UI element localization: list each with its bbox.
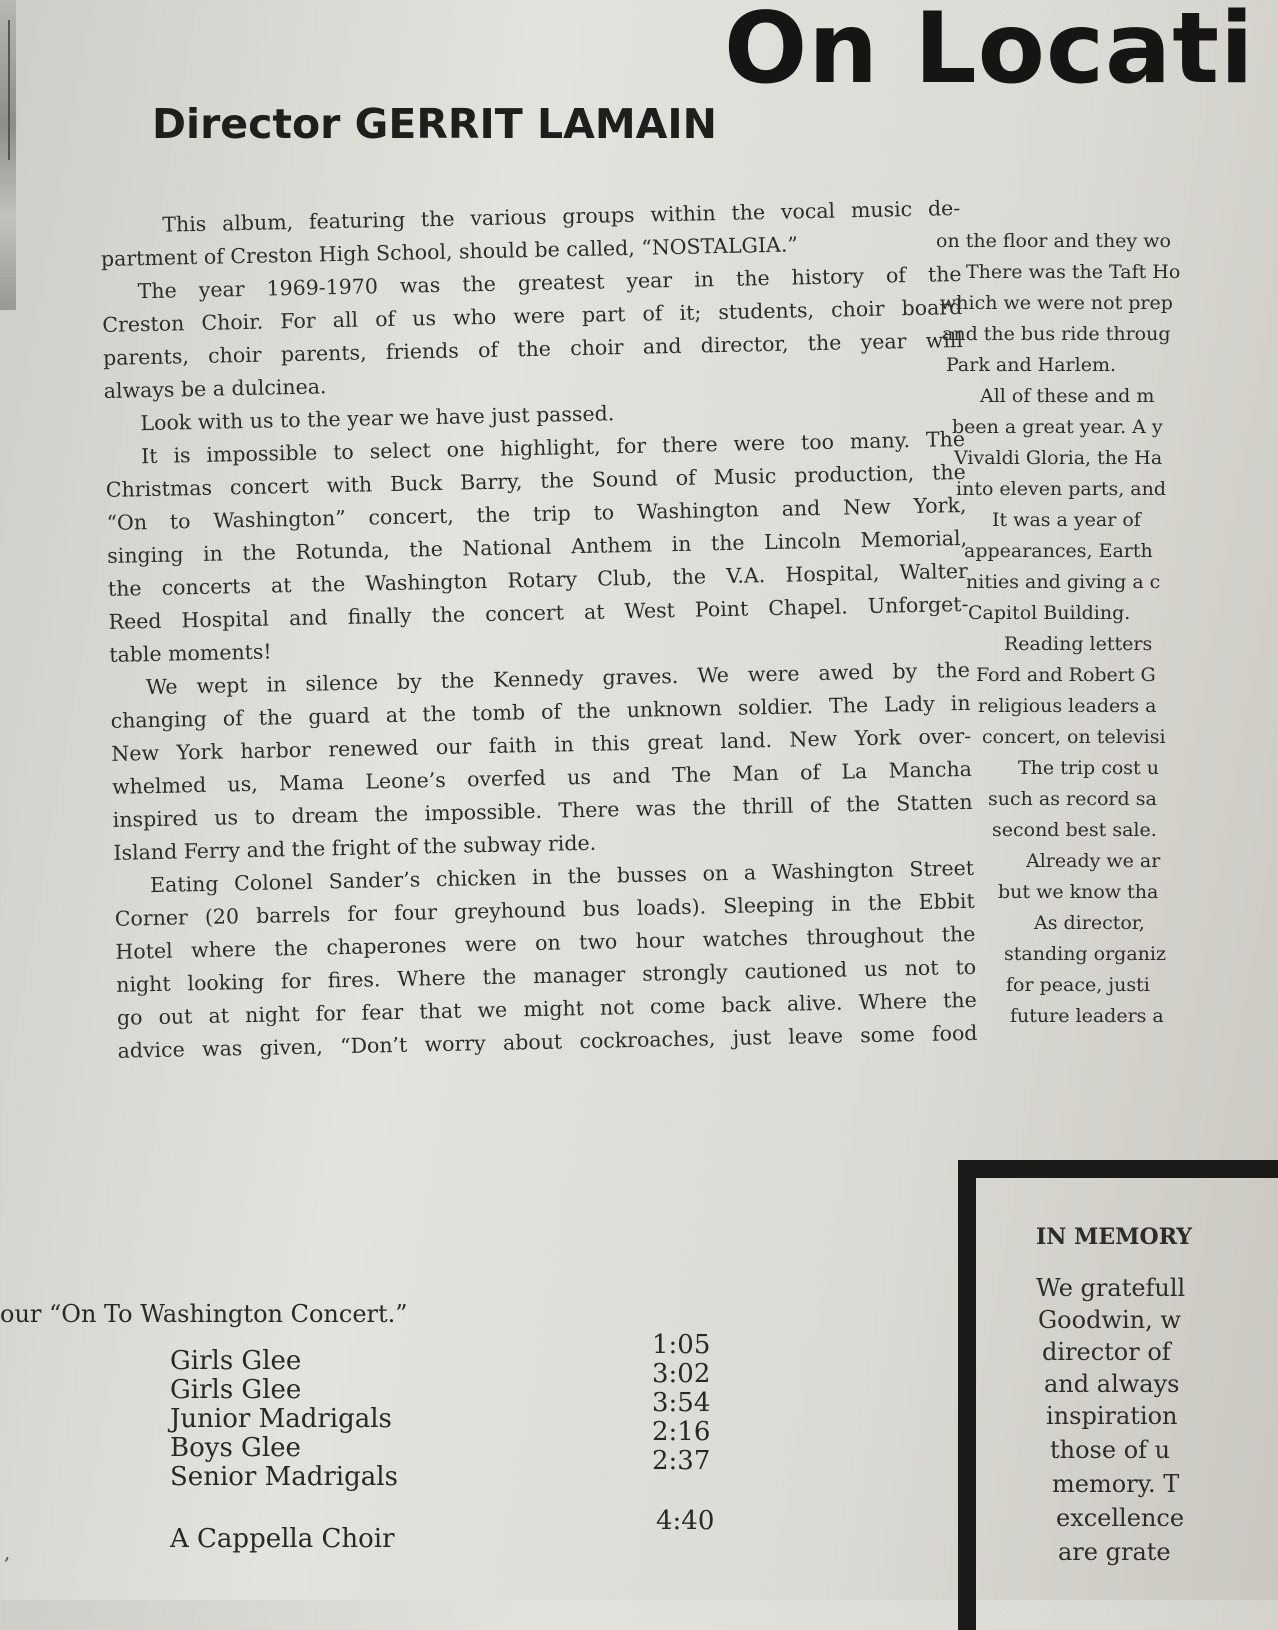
- program-duration: 4:40: [656, 1506, 715, 1536]
- text-line: Reading letters: [1004, 633, 1153, 655]
- text-line: Island Ferry and the fright of the subway ride.: [113, 830, 597, 865]
- text-line: Eating Colonel Sander’s chicken in the busses on a Washington Street: [149, 855, 975, 898]
- text-line: “On to Washington” concert, the trip to Washington and New York,: [106, 492, 967, 535]
- memorial-line: Goodwin, w: [1038, 1306, 1181, 1334]
- text-line: always be a dulcinea.: [103, 374, 327, 403]
- program-group: Girls Glee: [170, 1346, 302, 1376]
- program-duration: 3:54: [652, 1388, 711, 1418]
- text-line: religious leaders a: [978, 695, 1157, 717]
- text-line: It is impossible to select one highlight, for there were too many. The: [140, 426, 966, 469]
- program-duration: 2:16: [652, 1417, 711, 1447]
- memorial-line: excellence: [1056, 1504, 1185, 1532]
- text-line: Creston Choir. For all of us who were part of it; students, choir board: [102, 294, 963, 337]
- text-line: go out at night for fear that we might not come back alive. Where the: [116, 987, 977, 1030]
- stray-mark: ,: [4, 1540, 11, 1564]
- program-group: Junior Madrigals: [170, 1404, 392, 1434]
- director-heading: Director GERRIT LAMAIN: [152, 100, 717, 148]
- memorial-line: those of u: [1050, 1436, 1171, 1464]
- text-line: There was the Taft Ho: [966, 261, 1181, 283]
- text-line: advice was given, “Don’t worry about cockroaches, just leave some food: [117, 1020, 978, 1063]
- text-line: The trip cost u: [1018, 757, 1159, 779]
- second-column: [936, 226, 1236, 1032]
- text-line: singing in the Rotunda, the National Anthem in the Lincoln Memorial,: [106, 525, 968, 568]
- text-line: night looking for fires. Where the manager strongly cautioned us not to: [115, 954, 977, 997]
- text-line: Look with us to the year we have just passed.: [140, 401, 615, 436]
- article-body: [100, 192, 978, 1068]
- text-line: New York harbor renewed our faith in this great land. New York over-: [111, 723, 972, 766]
- text-line: Hotel where the chaperones were on two hour watches throughout the: [115, 921, 976, 964]
- memorial-line: and always: [1044, 1370, 1180, 1398]
- text-line: Christmas concert with Buck Barry, the Sound of Music production, the: [105, 459, 966, 502]
- text-line: Capitol Building.: [968, 602, 1131, 624]
- memorial-line: inspiration: [1046, 1402, 1178, 1430]
- text-line: As director,: [1034, 912, 1145, 934]
- text-line: The year 1969-1970 was the greatest year in the history of the: [137, 261, 962, 304]
- text-line: table moments!: [109, 639, 272, 667]
- program-duration: 3:02: [652, 1359, 711, 1389]
- program-duration: 1:05: [652, 1330, 711, 1360]
- text-line: whelmed us, Mama Leone’s overfed us and The Man of La Mancha: [111, 756, 973, 799]
- text-line: Corner (20 barrels for four greyhound bus loads). Sleeping in the Ebbit: [114, 888, 975, 931]
- text-line: Ford and Robert G: [976, 664, 1156, 686]
- text-line: and the bus ride throug: [942, 323, 1171, 345]
- memorial-line: memory. T: [1052, 1470, 1180, 1498]
- text-line: but we know tha: [998, 881, 1159, 903]
- text-line: This album, featuring the various groups within the vocal music de-: [162, 195, 961, 237]
- text-line: concert, on televisi: [982, 726, 1166, 748]
- text-line: changing of the guard at the tomb of the unknown soldier. The Lady in: [110, 690, 971, 733]
- memorial-line: are grate: [1058, 1538, 1171, 1566]
- text-line: parents, choir parents, friends of the choir and director, the year will: [102, 327, 964, 370]
- text-line: All of these and m: [980, 385, 1155, 407]
- text-line: the concerts at the Washington Rotary Club, the V.A. Hospital, Walter: [107, 558, 968, 601]
- program-group: Senior Madrigals: [170, 1462, 398, 1492]
- memorial-title: IN MEMORY: [1036, 1224, 1193, 1250]
- text-line: Park and Harlem.: [946, 354, 1117, 376]
- text-line: such as record sa: [988, 788, 1157, 810]
- text-line: which we were not prep: [940, 292, 1173, 314]
- program-group: Girls Glee: [170, 1375, 302, 1405]
- text-line: nities and giving a c: [966, 571, 1161, 593]
- program-heading: our “On To Washington Concert.”: [0, 1300, 408, 1328]
- edge-line: [8, 20, 10, 160]
- text-line: second best sale.: [992, 819, 1157, 841]
- program-group: Boys Glee: [170, 1433, 301, 1463]
- text-line: partment of Creston High School, should be called, “NOSTALGIA.”: [100, 232, 799, 271]
- text-line: It was a year of: [992, 509, 1141, 531]
- text-line: for peace, justi: [1006, 974, 1150, 996]
- text-line: We wept in silence by the Kennedy graves. We were awed by the: [145, 657, 971, 700]
- text-line: Already we ar: [1026, 850, 1161, 872]
- text-line: into eleven parts, and: [956, 478, 1167, 500]
- text-line: Vivaldi Gloria, the Ha: [954, 447, 1163, 469]
- page-title: On Locati: [724, 0, 1255, 106]
- text-line: appearances, Earth: [964, 540, 1153, 562]
- program-duration: 2:37: [652, 1446, 711, 1476]
- text-line: inspired us to dream the impossible. There was the thrill of the Statten: [112, 789, 973, 832]
- memorial-line: director of: [1042, 1338, 1171, 1366]
- text-line: Reed Hospital and finally the concert at West Point Chapel. Unforget-: [108, 591, 969, 634]
- text-line: on the floor and they wo: [936, 230, 1171, 252]
- text-line: standing organiz: [1004, 943, 1166, 965]
- text-line: been a great year. A y: [952, 416, 1163, 438]
- program-group: A Cappella Choir: [170, 1524, 395, 1554]
- memorial-line: We gratefull: [1036, 1274, 1186, 1302]
- text-line: future leaders a: [1010, 1005, 1164, 1027]
- memorial-box: [958, 1160, 1278, 1630]
